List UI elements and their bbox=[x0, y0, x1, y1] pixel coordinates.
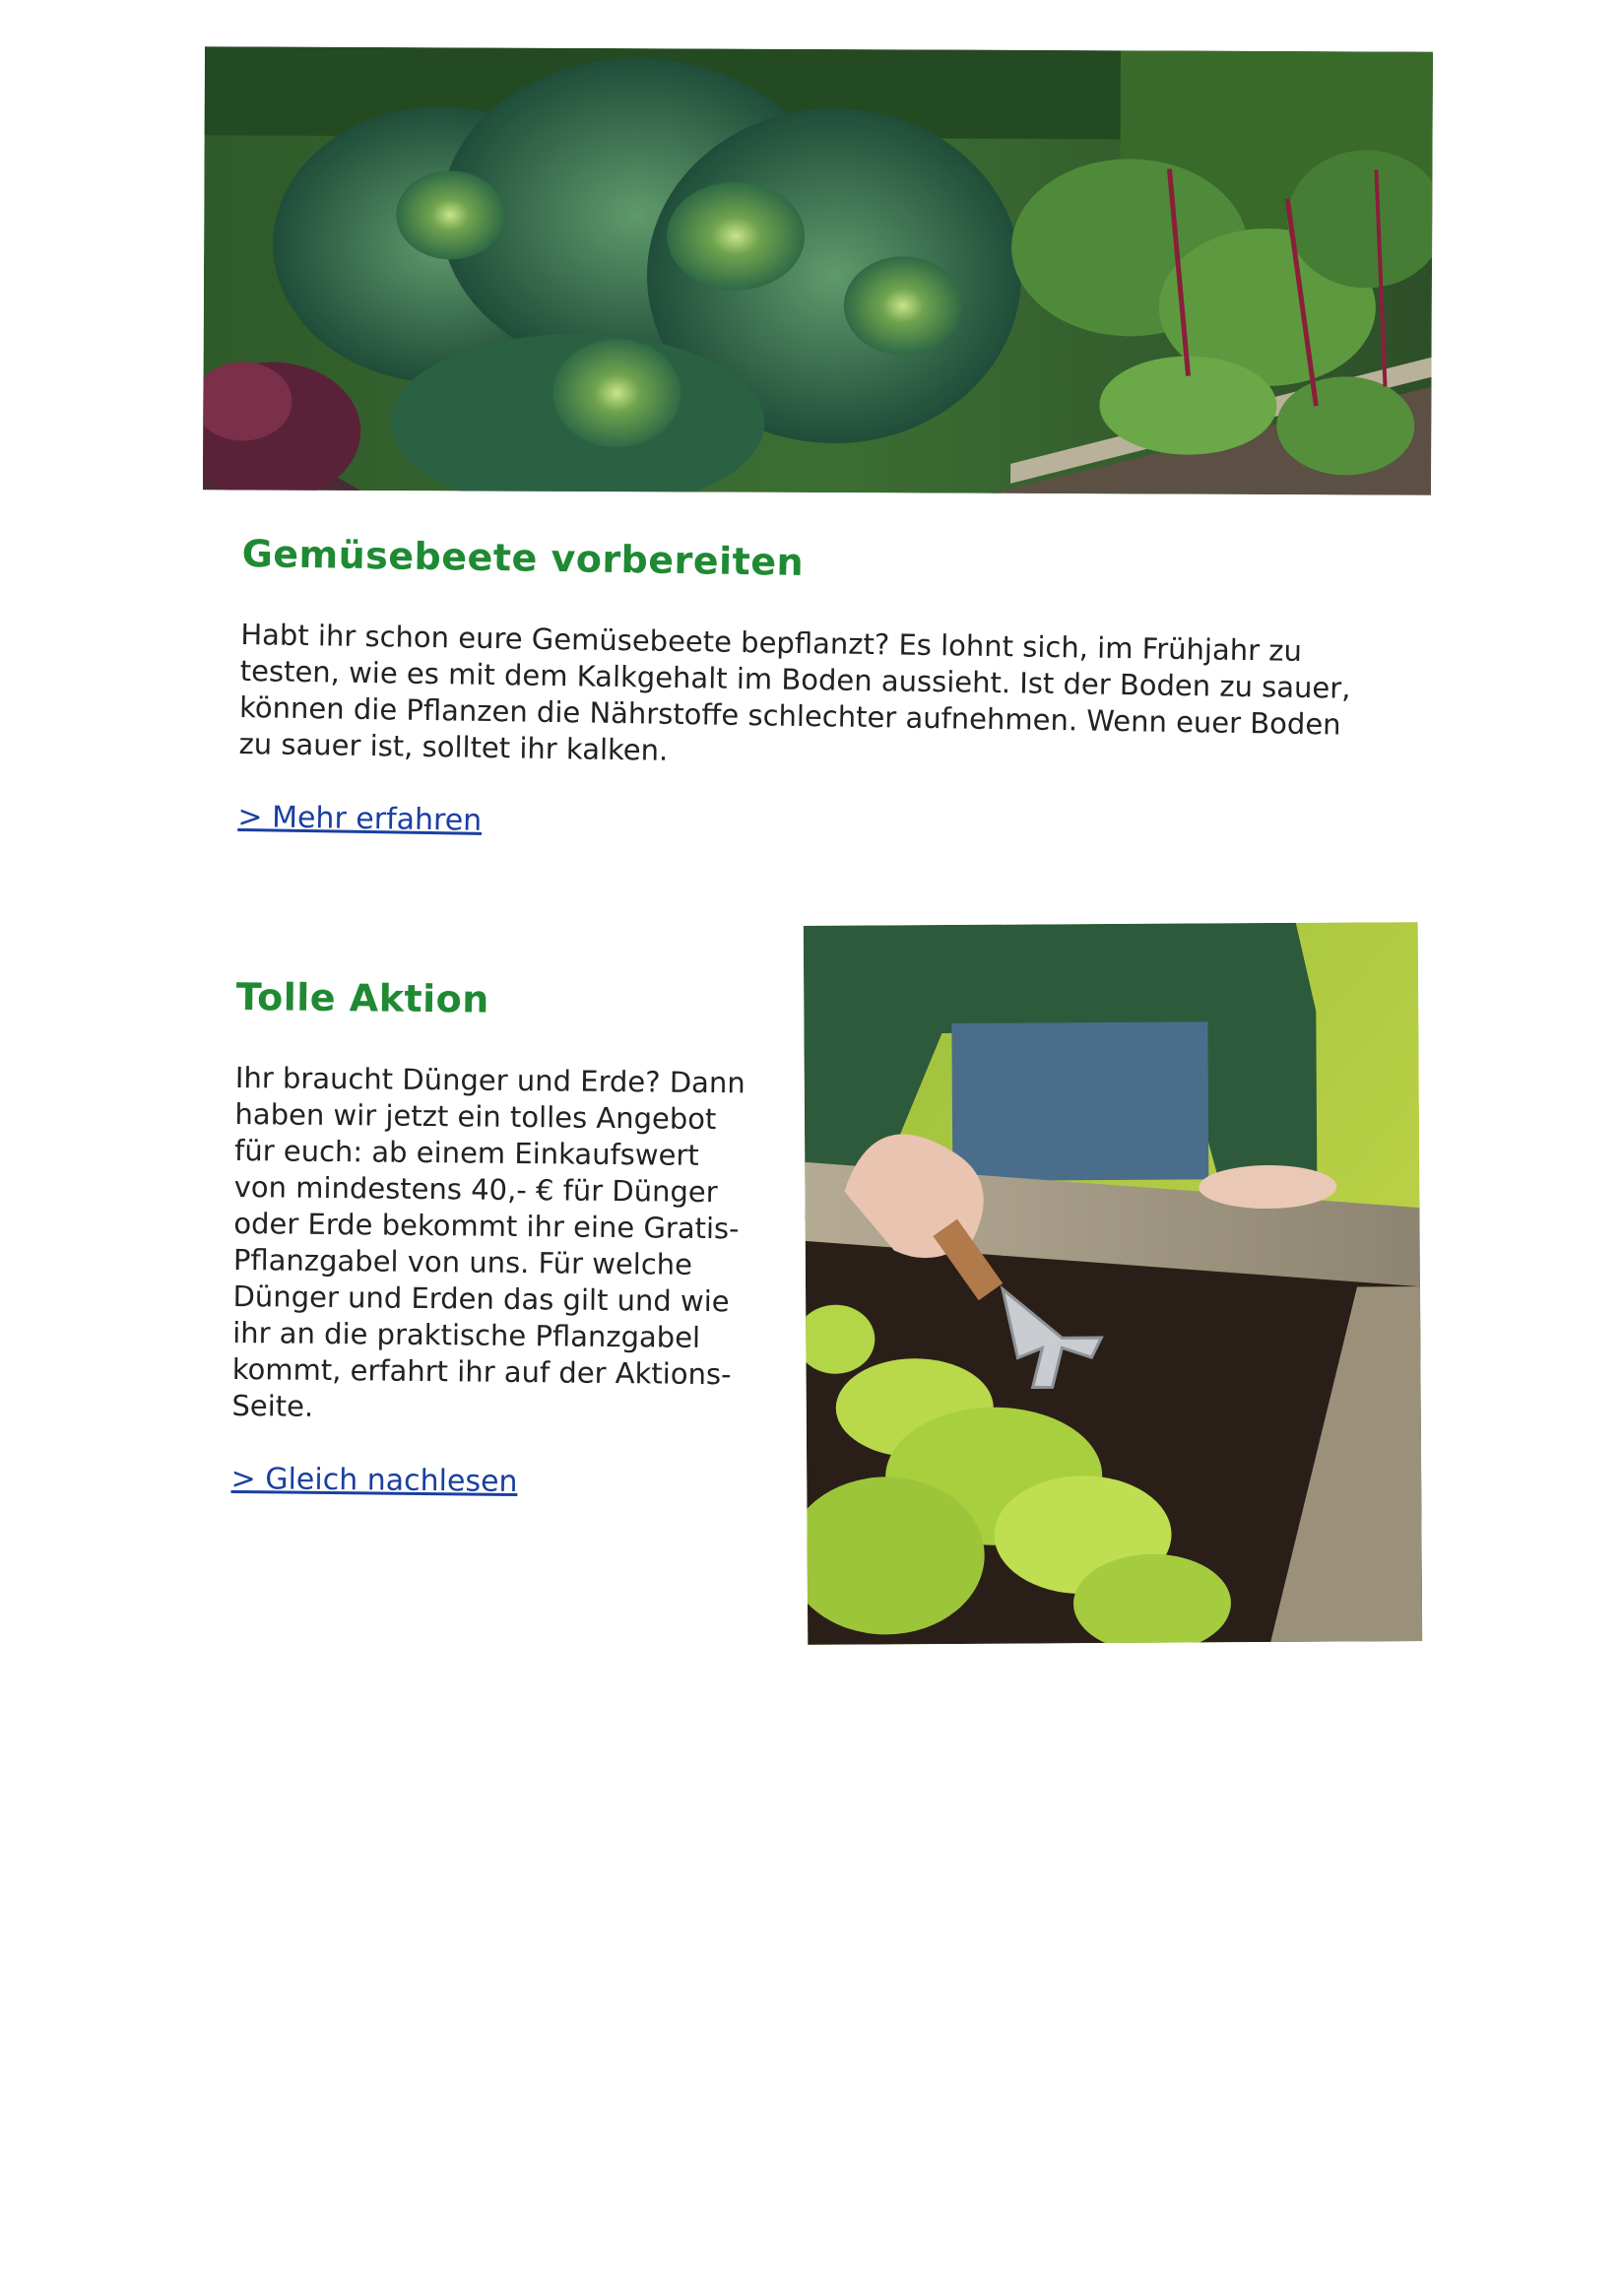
read-more-link[interactable]: > Gleich nachlesen bbox=[230, 1461, 518, 1500]
more-info-link[interactable]: > Mehr erfahren bbox=[237, 799, 483, 838]
section-body: Ihr braucht Dünger und Erde? Dann haben wir jetzt ein tolles Angebot für euch: ab einem Einkaufswert von mindestens 40,- € für Dünger oder Erde bekommt ihr eine Gratis- Pflanzgabel von uns. Für welche Dünger und Erden das gilt und wie ihr an die praktische Pflanzgabel kommt, erfahrt ihr auf der Aktions- Seite. bbox=[231, 1060, 746, 1423]
vegetable-bed-photo-icon bbox=[203, 46, 1433, 494]
hero-vegetable-bed-photo bbox=[203, 46, 1433, 494]
section-heading: Tolle Aktion bbox=[235, 975, 490, 1021]
promo-raised-bed-photo bbox=[804, 922, 1422, 1645]
section-heading: Gemüsebeete vorbereiten bbox=[241, 532, 805, 584]
article-promotion bbox=[230, 975, 788, 1502]
section-body: Habt ihr schon eure Gemüsebeete bepflanzt? Es lohnt sich, im Frühjahr zu testen, wie es mit dem Kalkgehalt im Boden aussieht. Ist der Boden zu sauer, können die Pflanzen die Nährstoffe schlechter aufnehmen. Wenn euer Boden zu sauer ist, solltet ihr kalken. bbox=[238, 617, 1351, 767]
article-soil-preparation bbox=[237, 532, 1385, 852]
raised-bed-fork-photo-icon bbox=[804, 922, 1422, 1645]
